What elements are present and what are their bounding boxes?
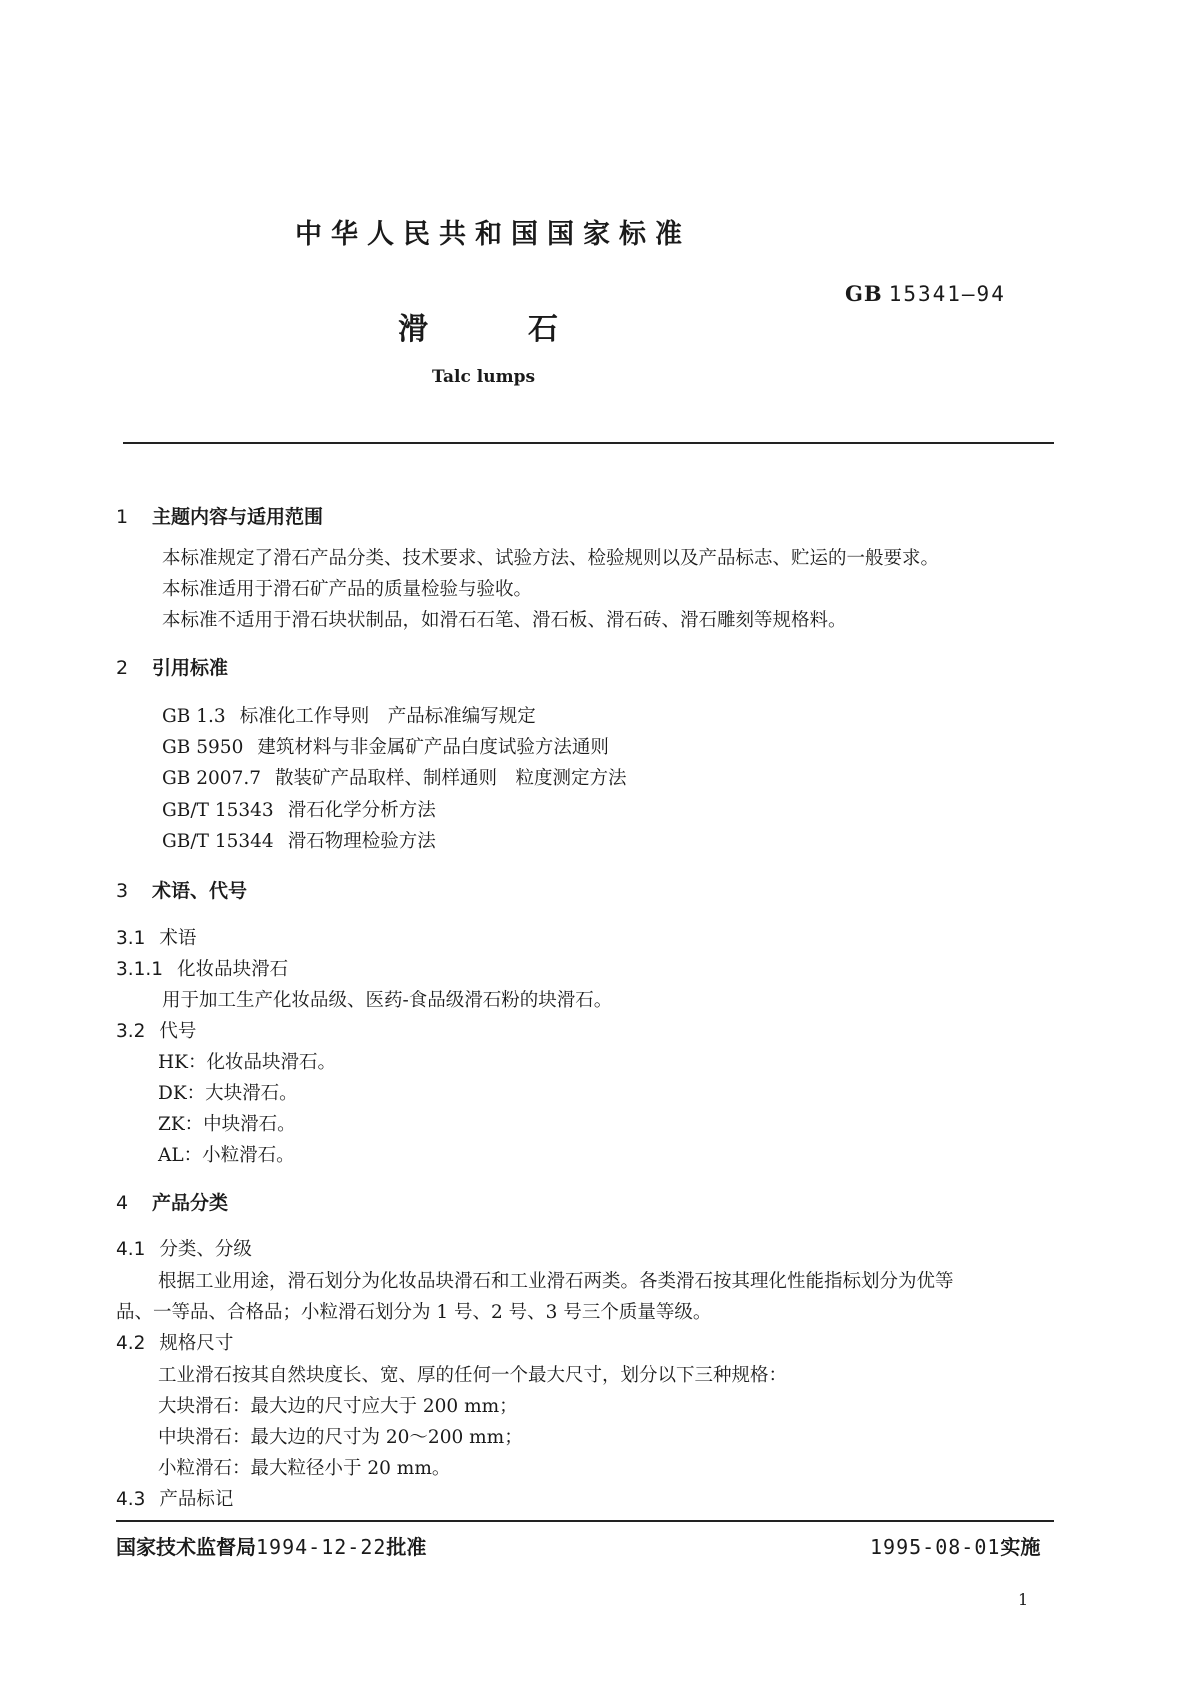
section-4-heading xyxy=(116,1188,228,1215)
reference-code: GB 2007.7 xyxy=(162,768,261,789)
standard-code xyxy=(845,281,1006,306)
paragraph: 小粒滑石：最大粒径小于 20 mm。 xyxy=(158,1458,451,1479)
subsection-number: 4.1 xyxy=(116,1239,146,1260)
paragraph: 工业滑石按其自然块度长、宽、厚的任何一个最大尺寸，划分以下三种规格： xyxy=(158,1365,788,1386)
subsection-number: 3.1 xyxy=(116,928,146,949)
paragraph: 本标准不适用于滑石块状制品，如滑石石笔、滑石板、滑石砖、滑石雕刻等规格料。 xyxy=(162,610,847,631)
reference-item xyxy=(162,796,436,822)
term-definition: 用于加工生产化妆品级、医药-食品级滑石粉的块滑石。 xyxy=(162,990,613,1011)
reference-title: 建筑材料与非金属矿产品白度试验方法通则 xyxy=(257,737,609,758)
paragraph: 本标准规定了滑石产品分类、技术要求、试验方法、检验规则以及产品标志、贮运的一般要求。 xyxy=(162,548,940,569)
reference-title: 散装矿产品取样、制样通则 粒度测定方法 xyxy=(275,768,627,789)
subsection-4-3-heading xyxy=(116,1485,233,1511)
section-number: 3 xyxy=(116,880,129,902)
section-2-heading xyxy=(116,653,228,680)
section-number: 1 xyxy=(116,506,129,528)
paragraph: 大块滑石：最大边的尺寸应大于 200 mm； xyxy=(158,1396,518,1417)
document-title xyxy=(398,304,558,348)
subsection-4-1-heading xyxy=(116,1235,252,1261)
subsection-3-2-heading xyxy=(116,1017,196,1043)
implementation-line xyxy=(870,1531,1040,1560)
subsection-3-1-1-heading xyxy=(116,955,288,981)
standard-number: 15341—94 xyxy=(888,282,1006,306)
subsection-title: 规格尺寸 xyxy=(159,1333,234,1354)
header-divider xyxy=(123,442,1054,444)
section-number: 4 xyxy=(116,1192,129,1214)
subsection-3-1-heading xyxy=(116,924,196,950)
code-definition: DK：大块滑石。 xyxy=(158,1083,298,1104)
approve-date: 1994-12-22 xyxy=(256,1535,387,1559)
subsection-number: 4.3 xyxy=(116,1489,146,1510)
subsection-title: 化妆品块滑石 xyxy=(177,959,289,980)
paragraph: 本标准适用于滑石矿产品的质量检验与验收。 xyxy=(162,579,533,600)
reference-title: 滑石物理检验方法 xyxy=(287,831,436,852)
subsection-number: 3.1.1 xyxy=(116,959,164,980)
reference-item xyxy=(162,764,627,790)
page-number: 1 xyxy=(1018,1590,1029,1609)
section-title: 术语、代号 xyxy=(152,880,248,902)
standard-title: 中华人民共和国国家标准 xyxy=(295,219,691,250)
paragraph: 中块滑石：最大边的尺寸为 20～200 mm； xyxy=(158,1427,523,1448)
subsection-title: 产品标记 xyxy=(159,1489,234,1510)
subsection-4-2-heading xyxy=(116,1329,233,1355)
title-char-1: 滑 xyxy=(398,312,428,347)
reference-code: GB/T 15343 xyxy=(162,800,274,821)
english-title: Talc lumps xyxy=(432,367,536,387)
subsection-number: 4.2 xyxy=(116,1333,146,1354)
code-definition: ZK：中块滑石。 xyxy=(158,1114,296,1135)
approval-line xyxy=(116,1531,426,1560)
approver: 国家技术监督局 xyxy=(116,1535,256,1559)
subsection-title: 代号 xyxy=(159,1021,197,1042)
reference-code: GB/T 15344 xyxy=(162,831,274,852)
reference-item xyxy=(162,733,609,759)
section-1-heading xyxy=(116,502,323,529)
impl-date: 1995-08-01 xyxy=(870,1535,1001,1559)
section-title: 产品分类 xyxy=(152,1192,229,1214)
subsection-title: 分类、分级 xyxy=(159,1239,252,1260)
code-definition: AL：小粒滑石。 xyxy=(158,1145,295,1166)
reference-code: GB 5950 xyxy=(162,737,244,758)
subsection-title: 术语 xyxy=(159,928,197,949)
section-title: 引用标准 xyxy=(152,657,229,679)
reference-item xyxy=(162,702,536,728)
approve-suffix: 批准 xyxy=(386,1535,427,1559)
standard-prefix: GB xyxy=(845,281,883,306)
title-char-2: 石 xyxy=(528,312,558,347)
paragraph: 品、一等品、合格品；小粒滑石划分为 1 号、2 号、3 号三个质量等级。 xyxy=(116,1302,712,1323)
paragraph: 根据工业用途，滑石划分为化妆品块滑石和工业滑石两类。各类滑石按其理化性能指标划分为优等 xyxy=(158,1271,954,1292)
reference-code: GB 1.3 xyxy=(162,706,226,727)
reference-item xyxy=(162,827,436,853)
section-3-heading xyxy=(116,876,247,903)
section-title: 主题内容与适用范围 xyxy=(152,506,324,528)
section-number: 2 xyxy=(116,657,129,679)
reference-title: 标准化工作导则 产品标准编写规定 xyxy=(239,706,536,727)
footer-divider xyxy=(116,1520,1054,1522)
code-definition: HK：化妆品块滑石。 xyxy=(158,1052,336,1073)
subsection-number: 3.2 xyxy=(116,1021,146,1042)
impl-suffix: 实施 xyxy=(1000,1535,1041,1559)
reference-title: 滑石化学分析方法 xyxy=(287,800,436,821)
